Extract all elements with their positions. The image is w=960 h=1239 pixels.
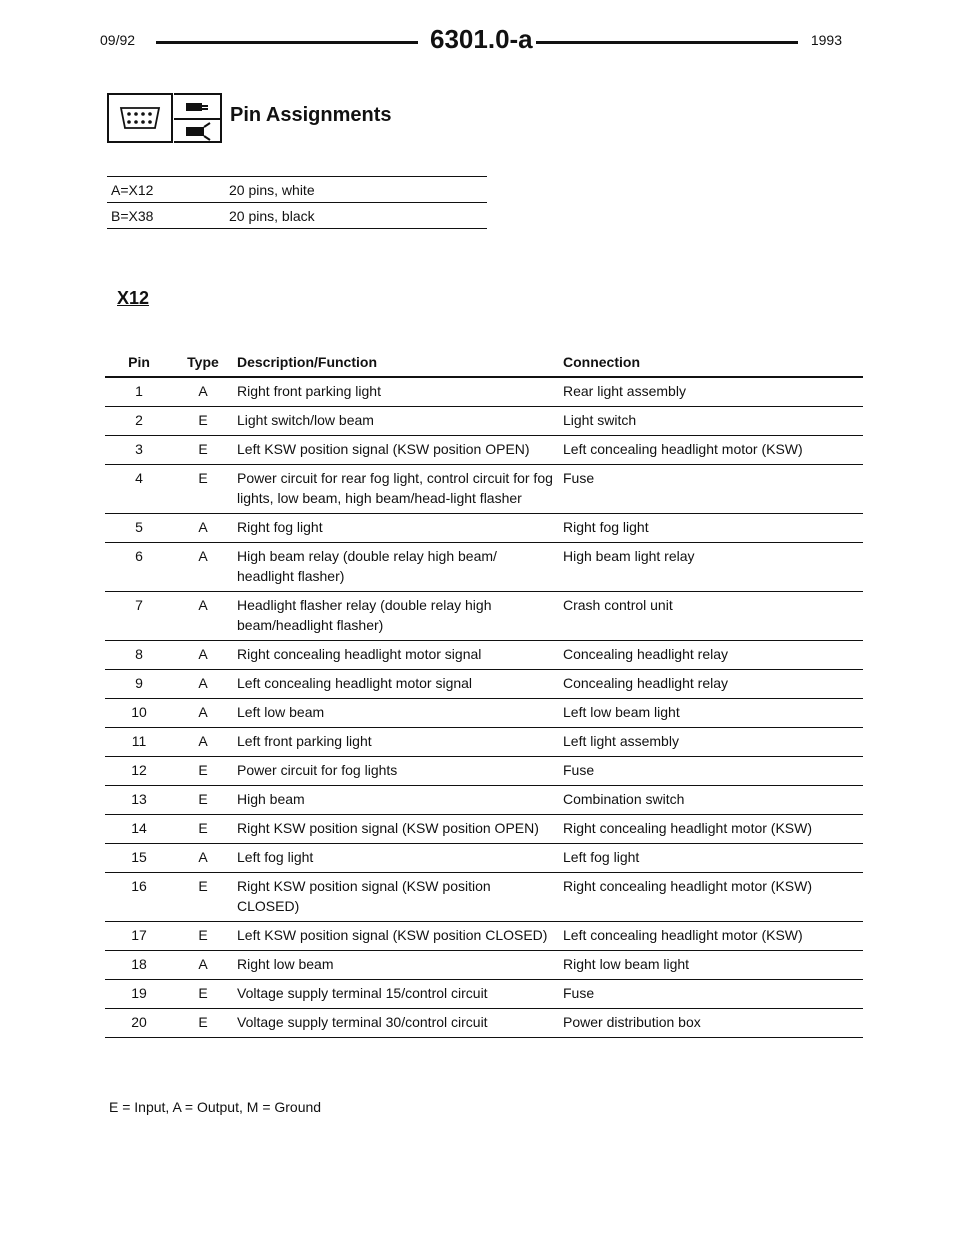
type-cell: E [173,757,233,786]
header-type: Type [173,352,233,377]
connection-cell: Crash control unit [559,592,863,641]
connection-cell: Left concealing headlight motor (KSW) [559,436,863,465]
type-cell: E [173,980,233,1009]
type-cell: A [173,951,233,980]
connector-id: B=X38 [107,203,225,229]
type-cell: A [173,641,233,670]
connection-cell: Light switch [559,407,863,436]
connection-cell: Rear light assembly [559,377,863,407]
description-cell: Light switch/low beam [233,407,559,436]
header-rule-right [536,41,798,44]
description-cell: Left front parking light [233,728,559,757]
header-rule-left [156,41,418,44]
type-cell: A [173,543,233,592]
pin-cell: 5 [105,514,173,543]
table-header-row [105,352,863,377]
header-doc-number: 6301.0-a [430,24,533,54]
type-cell: A [173,377,233,407]
table-row [105,951,863,980]
table-row [105,465,863,514]
table-row [105,728,863,757]
connection-cell: Right low beam light [559,951,863,980]
description-cell: Right concealing headlight motor signal [233,641,559,670]
page-header [100,22,860,58]
description-cell: High beam relay (double relay high beam/ headlight flasher) [233,543,559,592]
description-cell: Right front parking light [233,377,559,407]
table-row [105,922,863,951]
table-row [105,641,863,670]
table-row [105,699,863,728]
connection-cell: Concealing headlight relay [559,641,863,670]
pin-cell: 18 [105,951,173,980]
description-cell: Voltage supply terminal 15/control circuit [233,980,559,1009]
type-cell: A [173,514,233,543]
header-description: Description/Function [233,352,559,377]
type-cell: E [173,815,233,844]
description-cell: Right low beam [233,951,559,980]
connector-row [107,177,487,203]
table-row [105,873,863,922]
connector-desc: 20 pins, black [225,203,487,229]
pin-cell: 1 [105,377,173,407]
table-row [105,786,863,815]
table-row [105,592,863,641]
connector-spec-table [107,176,487,229]
type-cell: A [173,728,233,757]
connector-row [107,203,487,229]
header-pin: Pin [105,352,173,377]
pin-cell: 19 [105,980,173,1009]
pin-cell: 16 [105,873,173,922]
description-cell: Left fog light [233,844,559,873]
pin-cell: 12 [105,757,173,786]
description-cell: Left KSW position signal (KSW position CLOSED) [233,922,559,951]
table-row [105,670,863,699]
type-cell: E [173,786,233,815]
pin-cell: 7 [105,592,173,641]
pin-cell: 13 [105,786,173,815]
connection-cell: Right concealing headlight motor (KSW) [559,873,863,922]
type-cell: E [173,436,233,465]
pin-cell: 15 [105,844,173,873]
connection-cell: Power distribution box [559,1009,863,1038]
connection-cell: Right concealing headlight motor (KSW) [559,815,863,844]
table-row [105,407,863,436]
description-cell: High beam [233,786,559,815]
table-row [105,757,863,786]
type-cell: E [173,873,233,922]
type-cell: E [173,407,233,436]
connection-cell: Fuse [559,757,863,786]
pin-cell: 2 [105,407,173,436]
connector-pins-icon [107,93,173,143]
connection-cell: Left light assembly [559,728,863,757]
header-year: 1993 [810,32,842,48]
description-cell: Headlight flasher relay (double relay high beam/headlight flasher) [233,592,559,641]
pin-cell: 9 [105,670,173,699]
table-row [105,980,863,1009]
table-row [105,543,863,592]
table-row [105,436,863,465]
connection-cell: Left concealing headlight motor (KSW) [559,922,863,951]
section-title: X12 [117,288,150,308]
pin-cell: 14 [105,815,173,844]
connector-id: A=X12 [107,177,225,203]
description-cell: Right KSW position signal (KSW position OPEN) [233,815,559,844]
connection-cell: Left fog light [559,844,863,873]
description-cell: Power circuit for rear fog light, control circuit for fog lights, low beam, high beam/head-light flasher [233,465,559,514]
header-date: 09/92 [100,32,136,48]
table-row [105,377,863,407]
type-cell: A [173,592,233,641]
type-cell: A [173,670,233,699]
plug-connector-icon [174,93,222,143]
type-cell: E [173,465,233,514]
pin-cell: 20 [105,1009,173,1038]
table-row [105,815,863,844]
type-cell: A [173,844,233,873]
table-row [105,514,863,543]
type-legend: E = Input, A = Output, M = Ground [109,1099,322,1115]
description-cell: Right KSW position signal (KSW position CLOSED) [233,873,559,922]
page-title: Pin Assignments [230,104,392,126]
connection-cell: Fuse [559,980,863,1009]
type-cell: E [173,1009,233,1038]
description-cell: Left concealing headlight motor signal [233,670,559,699]
pin-cell: 17 [105,922,173,951]
pin-cell: 10 [105,699,173,728]
pin-cell: 11 [105,728,173,757]
pin-cell: 4 [105,465,173,514]
connection-cell: High beam light relay [559,543,863,592]
pin-cell: 8 [105,641,173,670]
type-cell: E [173,922,233,951]
description-cell: Voltage supply terminal 30/control circuit [233,1009,559,1038]
pin-cell: 6 [105,543,173,592]
connector-desc: 20 pins, white [225,177,487,203]
type-cell: A [173,699,233,728]
connection-cell: Combination switch [559,786,863,815]
description-cell: Power circuit for fog lights [233,757,559,786]
header-connection: Connection [559,352,863,377]
connection-cell: Right fog light [559,514,863,543]
connection-cell: Concealing headlight relay [559,670,863,699]
pin-assignment-table [105,352,863,1038]
table-row [105,1009,863,1038]
pin-rows [105,377,863,1038]
pin-cell: 3 [105,436,173,465]
description-cell: Left low beam [233,699,559,728]
connection-cell: Left low beam light [559,699,863,728]
table-row [105,844,863,873]
description-cell: Left KSW position signal (KSW position OPEN) [233,436,559,465]
connection-cell: Fuse [559,465,863,514]
description-cell: Right fog light [233,514,559,543]
